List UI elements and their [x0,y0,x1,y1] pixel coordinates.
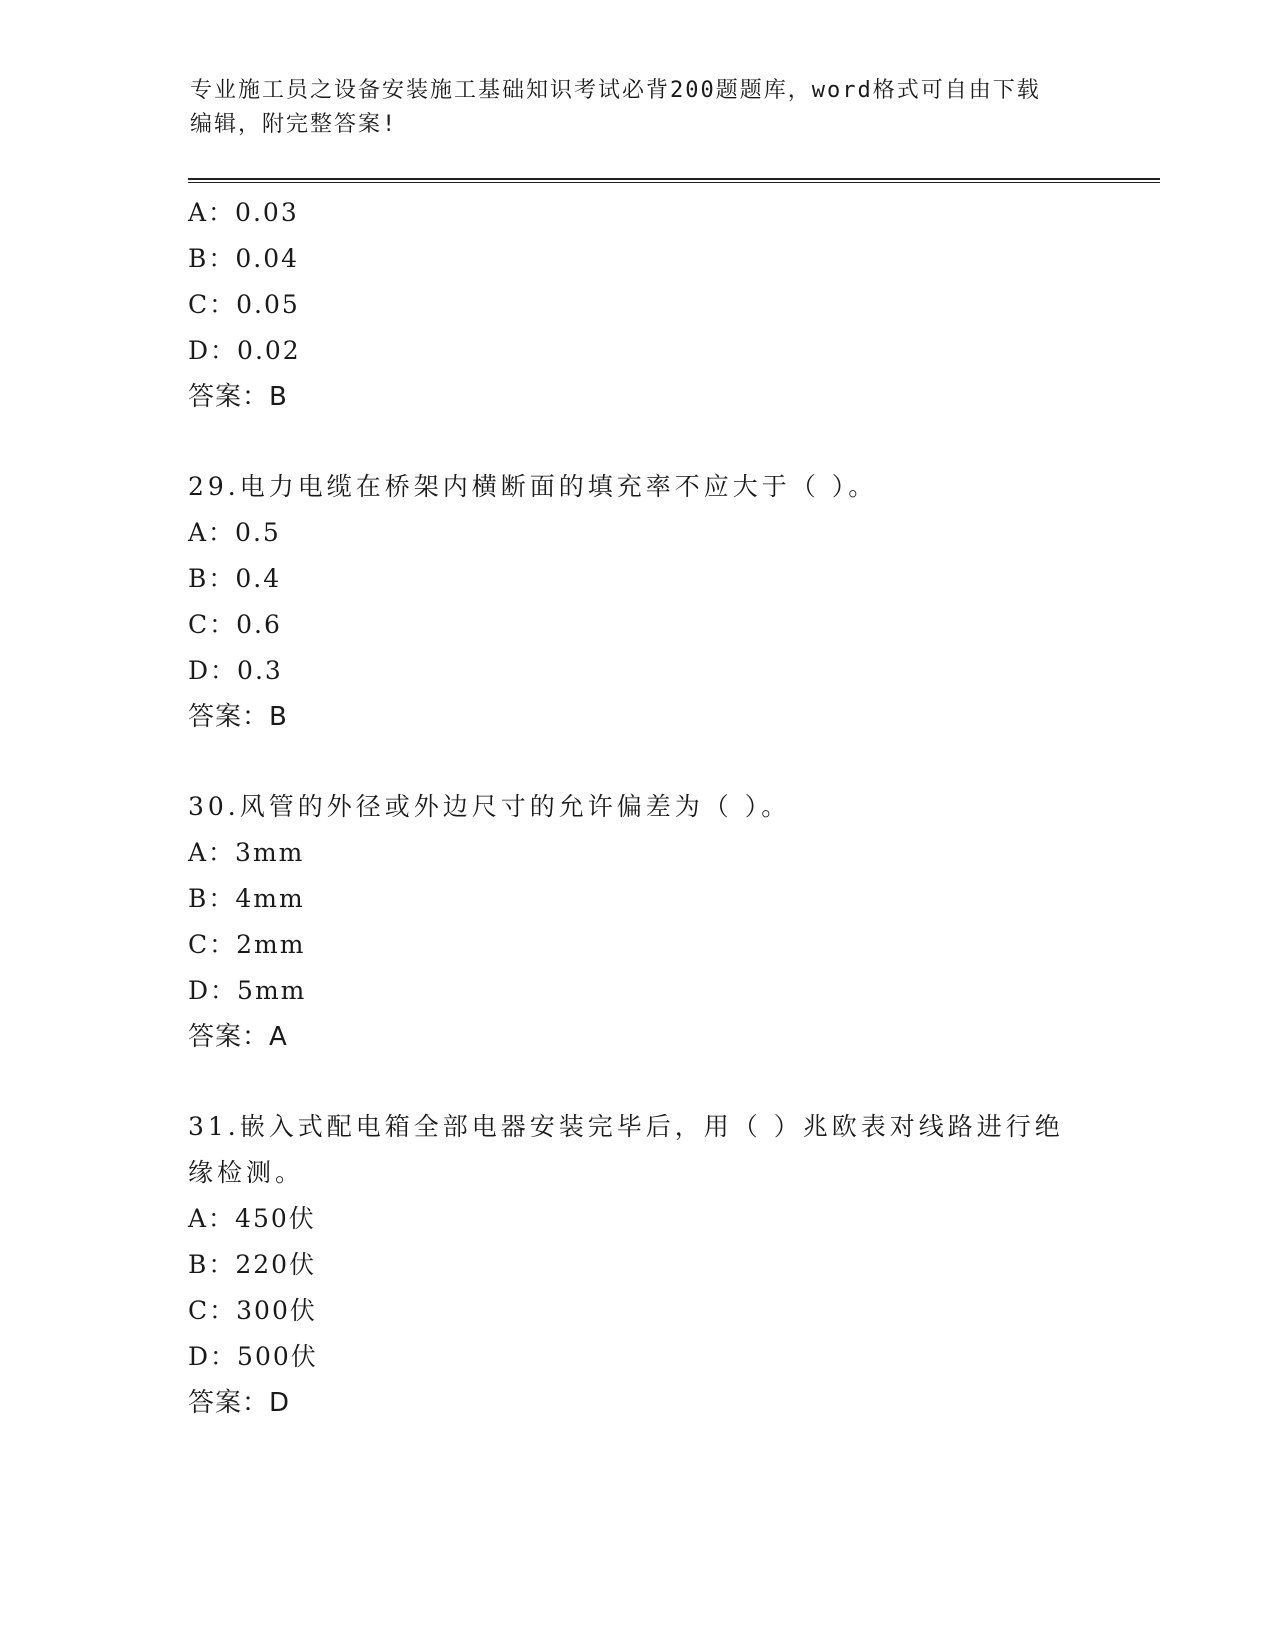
option-a: A：0.5 [188,518,281,547]
question-text-line-2: 缘检测。 [188,1158,305,1187]
option-b: B：220伏 [188,1250,317,1279]
answer-line: 答案：B [188,702,288,732]
option-c: C：2mm [188,930,306,959]
option-c: C：300伏 [188,1296,317,1325]
question-block-29 [188,464,1088,740]
question-block-30 [188,784,1088,1060]
option-b: B：0.04 [188,244,300,273]
option-c: C：0.05 [188,290,300,319]
question-block-28-tail [188,190,1088,1426]
header-line-2: 编辑，附完整答案! [190,112,398,137]
answer-line: 答案：A [188,1022,288,1052]
option-d: D：0.02 [188,336,301,365]
option-a: A：450伏 [188,1204,316,1233]
question-text: 29.电力电缆在桥架内横断面的填充率不应大于（ ）。 [188,472,878,501]
question-block-31 [188,1104,1088,1426]
option-d: D：500伏 [188,1342,318,1371]
option-b: B：0.4 [188,564,282,593]
answer-line: 答案：D [188,1388,291,1418]
question-text-line-1: 31.嵌入式配电箱全部电器安装完毕后，用（ ）兆欧表对线路进行绝 [188,1112,1064,1141]
option-a: A：3mm [188,838,305,867]
option-c: C：0.6 [188,610,282,639]
answer-line: 答案：B [188,382,288,412]
question-text: 30.风管的外径或外边尺寸的允许偏差为（ ）。 [188,792,791,821]
header-divider [188,178,1160,183]
option-d: D：0.3 [188,656,283,685]
option-d: D：5mm [188,976,307,1005]
document-header [190,74,1090,142]
option-b: B：4mm [188,884,305,913]
option-a: A：0.03 [188,198,299,227]
header-line-1: 专业施工员之设备安装施工基础知识考试必背200题题库，word格式可自由下载 [190,78,1041,103]
